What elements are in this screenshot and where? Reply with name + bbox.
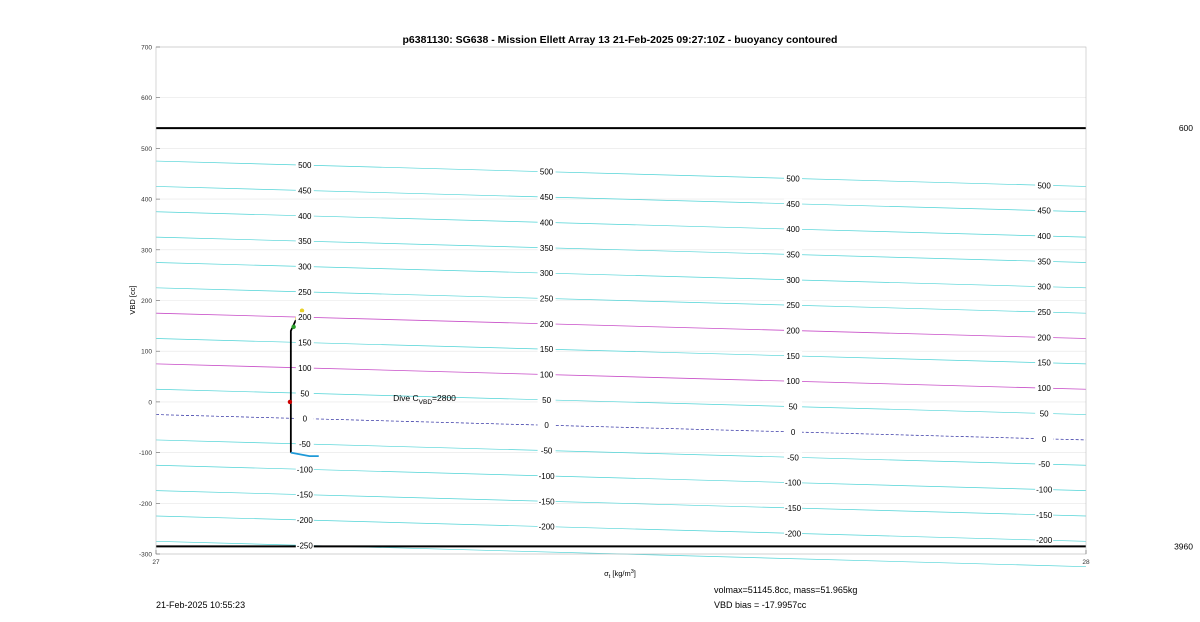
contour-label--50-2: -50 <box>787 453 799 463</box>
x-axis-label-superscript: 3 <box>630 569 634 575</box>
contour-label-250-2: 250 <box>786 301 800 311</box>
contour-label-350-1: 350 <box>539 243 554 253</box>
y-tick-label-700: 700 <box>141 44 152 52</box>
contour-line-100 <box>156 364 1086 389</box>
y-tick-label-400: 400 <box>141 196 152 204</box>
dive-point-3 <box>288 400 292 404</box>
dive-cvbd-annotation <box>393 393 456 406</box>
contour-label-0-3: 0 <box>1041 434 1047 444</box>
contour-label--150-3: -150 <box>1036 510 1053 520</box>
contour-line-400 <box>156 212 1086 237</box>
contour-label-450-1: 450 <box>539 193 554 203</box>
contour-label--150-1: -150 <box>538 497 555 507</box>
y-tick-label-0: 0 <box>148 399 152 407</box>
contour-label-300-2: 300 <box>786 275 800 285</box>
contour-label--100-2: -100 <box>785 478 802 488</box>
contour-label--150-0: -150 <box>296 490 313 500</box>
contour-label-400-1: 400 <box>539 218 554 228</box>
contour-label-200-2: 200 <box>786 326 800 336</box>
contour-label--50-3: -50 <box>1038 460 1050 470</box>
contour-label-500-2: 500 <box>786 174 800 184</box>
contour-label-300-0: 300 <box>298 262 312 272</box>
x-tick-label-27: 27 <box>152 559 160 566</box>
contour-label-100-1: 100 <box>539 370 554 380</box>
contour-label-300-1: 300 <box>539 269 554 279</box>
axis-ticks <box>139 45 1090 567</box>
contour-label-100-3: 100 <box>1037 384 1051 394</box>
contour-label--100-3: -100 <box>1036 485 1053 495</box>
contour-label--50-0: -50 <box>299 439 311 449</box>
contour-label-0-1: 0 <box>544 421 549 431</box>
contour-line-500 <box>156 161 1086 186</box>
contour-label-100-0: 100 <box>298 363 312 373</box>
contour-label--150-2: -150 <box>785 503 802 513</box>
dive-trace-line <box>291 313 305 452</box>
contour-label-0-0: 0 <box>302 414 308 424</box>
x-axis-label <box>604 569 636 580</box>
dive-annotation-main: Dive C <box>393 392 419 403</box>
contour-label--100-0: -100 <box>296 465 313 475</box>
footer-timestamp: 21-Feb-2025 10:55:23 <box>156 600 246 610</box>
contour-label--200-1: -200 <box>538 522 555 532</box>
y-tick-label--300: -300 <box>138 551 152 559</box>
contour-label-450-2: 450 <box>786 199 800 209</box>
contour-label-200-0: 200 <box>298 313 312 323</box>
contour-label-100-2: 100 <box>786 377 800 387</box>
contour-label-500-3: 500 <box>1037 181 1051 191</box>
contour-label-450-0: 450 <box>298 186 312 196</box>
contour-label-0-2: 0 <box>790 427 796 437</box>
contour-label-250-3: 250 <box>1037 308 1051 318</box>
x-axis-label-symbol: σ <box>604 569 609 578</box>
contour-line--200 <box>156 516 1086 541</box>
contour-label--100-1: -100 <box>538 471 555 481</box>
contour-label-200-3: 200 <box>1037 333 1051 343</box>
contour-label-50-3: 50 <box>1039 409 1049 419</box>
contour-line-0 <box>156 415 1086 440</box>
contour-label-150-0: 150 <box>298 338 312 348</box>
dive-point-2 <box>291 325 295 329</box>
dive-point-0 <box>300 308 304 312</box>
contour-label--200-0: -200 <box>296 516 313 526</box>
x-tick-label-28: 28 <box>1082 559 1090 566</box>
x-axis-label-subscript: t <box>608 574 611 580</box>
contour-label-400-2: 400 <box>786 225 800 235</box>
contour-lines <box>156 161 1086 567</box>
dive-annotation-subscript: VBD <box>418 398 433 406</box>
contour-label--200-2: -200 <box>785 529 802 539</box>
dive-annotation-value: =2800 <box>432 392 456 403</box>
contour-label-50-1: 50 <box>542 395 552 405</box>
depth-line-label-3960: 3960 <box>1174 541 1193 552</box>
contour-label-450-3: 450 <box>1037 206 1051 216</box>
contour-line--100 <box>156 465 1086 490</box>
contour-label--200-3: -200 <box>1036 536 1053 546</box>
contour-label-150-2: 150 <box>786 351 800 361</box>
y-axis-label: VBD [cc] <box>128 285 137 315</box>
contour-label-250-1: 250 <box>539 294 554 304</box>
y-tick-label-300: 300 <box>141 247 152 255</box>
contour-label-400-0: 400 <box>298 211 312 221</box>
depth-line-label-600: 600 <box>1178 123 1193 134</box>
contour-label--50-1: -50 <box>540 446 553 456</box>
x-axis-label-close: ] <box>633 569 636 578</box>
contour-label-500-1: 500 <box>539 167 554 177</box>
x-axis-label-units: [kg/m <box>610 569 631 578</box>
contour-label--250-0: -250 <box>296 541 313 551</box>
footer-vbd-bias: VBD bias = -17.9957cc <box>714 600 807 610</box>
dive-trace <box>288 308 319 456</box>
y-tick-label-600: 600 <box>141 95 152 103</box>
contour-label-300-3: 300 <box>1037 282 1051 292</box>
contour-label-50-0: 50 <box>300 389 310 399</box>
contour-label-150-1: 150 <box>539 345 554 355</box>
contour-label-250-0: 250 <box>298 287 312 297</box>
chart-title: p6381130: SG638 - Mission Ellett Array 13 21-Feb-2025 09:27:10Z - buoyancy contoured <box>402 34 838 46</box>
y-tick-label--200: -200 <box>138 500 152 508</box>
contour-label-350-3: 350 <box>1037 257 1051 267</box>
dive-trace-bottom-segment <box>291 453 319 457</box>
contour-label-500-0: 500 <box>298 161 312 171</box>
contour-label-350-0: 350 <box>298 237 312 247</box>
y-tick-label-100: 100 <box>141 348 152 356</box>
y-tick-label--100: -100 <box>138 450 152 458</box>
contour-label-150-3: 150 <box>1037 358 1051 368</box>
contour-label-200-1: 200 <box>539 319 554 329</box>
footer-volmax-mass: volmax=51145.8cc, mass=51.965kg <box>714 585 858 595</box>
contour-label-400-3: 400 <box>1037 231 1051 241</box>
y-tick-label-200: 200 <box>141 298 152 305</box>
y-tick-label-500: 500 <box>141 145 152 153</box>
contour-label-350-2: 350 <box>786 250 800 260</box>
contour-label-50-2: 50 <box>788 402 798 412</box>
contour-line-300 <box>156 262 1086 287</box>
